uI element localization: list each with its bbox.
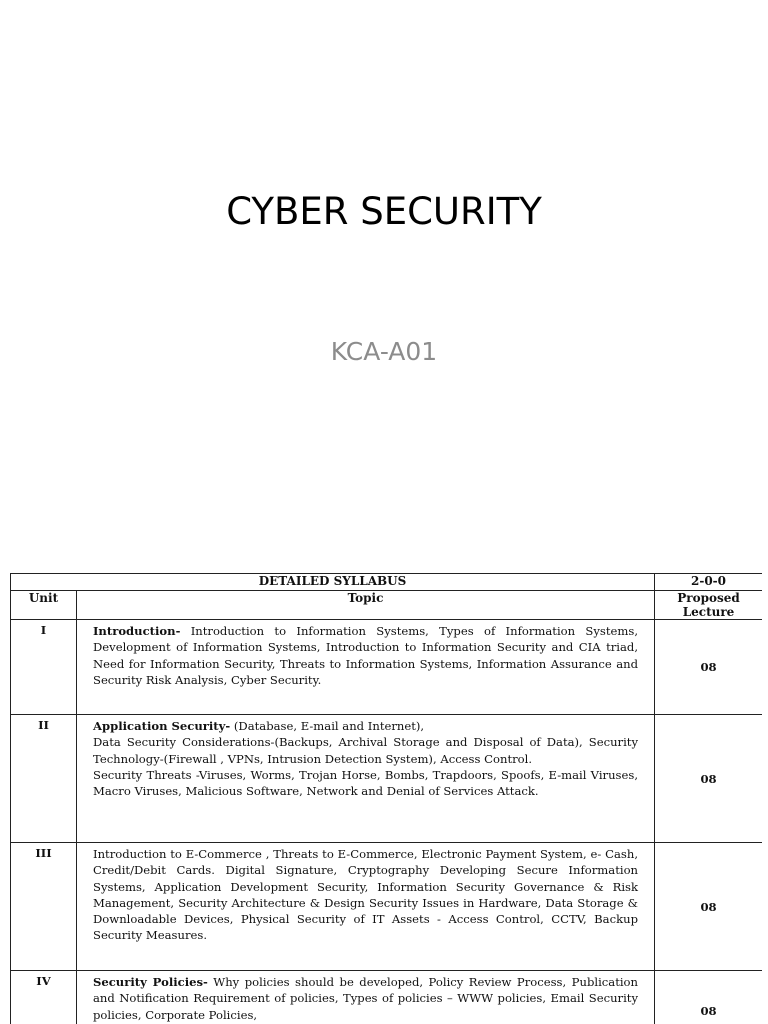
- topic-text: (Database, E-mail and Internet),: [230, 719, 425, 733]
- topic-cell: [77, 620, 655, 715]
- column-header-row: [11, 591, 763, 620]
- slide-subtitle: KCA-A01: [330, 337, 438, 366]
- col-topic: Topic: [77, 591, 655, 620]
- slide-title: CYBER SECURITY: [226, 190, 542, 233]
- topic-title: Introduction-: [93, 624, 181, 638]
- table-row: [11, 843, 763, 971]
- topic-cell: Introduction to E-Commerce , Threats to E-Commerce, Electronic Payment System, e- Cash, Credit/Debit Cards. Digital Signature, Cryptography Developing Secure Information Systems, Application Development Security, Information Security Governance & Risk Management, Security Architecture & Design Security Issues in Hardware, Data Storage & Downloadable Devices, Physical Security of IT Assets - Access Control, CCTV, Backup Security Measures.: [77, 843, 655, 971]
- unit-cell: I: [11, 620, 77, 715]
- col-lecture: Proposed Lecture: [655, 591, 762, 620]
- syllabus-table: [10, 573, 762, 1024]
- syllabus-header-row: [11, 574, 763, 591]
- unit-cell: II: [11, 715, 77, 843]
- syllabus-heading: DETAILED SYLLABUS: [11, 574, 655, 591]
- topic-text: Data Security Considerations-(Backups, Archival Storage and Disposal of Data), Security Technology-(Firewall , VPNs, Intrusion Detection System), Access Control.: [93, 735, 639, 766]
- credits: 2-0-0: [655, 574, 762, 591]
- lecture-cell: 08: [655, 715, 762, 843]
- topic-title: Security Policies-: [93, 975, 208, 989]
- syllabus-image: [10, 573, 762, 1024]
- lecture-cell: 08: [655, 971, 762, 1024]
- col-unit: Unit: [11, 591, 77, 620]
- topic-cell: [77, 715, 655, 843]
- topic-text: Introduction to Information Systems, Types of Information Systems, Development of Information Systems, Introduction to Information Security and CIA triad, Need for Information Security, Threats to Information Systems, Information Assurance and Security Risk Analysis, Cyber Security.: [93, 624, 639, 687]
- table-row: [11, 715, 763, 843]
- topic-title: Application Security-: [93, 719, 231, 733]
- table-row: [11, 971, 763, 1024]
- unit-cell: III: [11, 843, 77, 971]
- lecture-cell: 08: [655, 843, 762, 971]
- unit-cell: IV: [11, 971, 77, 1024]
- table-row: [11, 620, 763, 715]
- topic-text: Security Threats -Viruses, Worms, Trojan Horse, Bombs, Trapdoors, Spoofs, E-mail Viruses, Macro Viruses, Malicious Software, Network and Denial of Services Attack.: [93, 767, 639, 799]
- topic-text: Why policies should be developed, Policy Review Process, Publication and Notification Requirement of policies, Types of policies – WWW policies, Email Security policies, Corporate Policies,: [93, 975, 639, 1022]
- topic-cell: [77, 971, 655, 1024]
- lecture-cell: 08: [655, 620, 762, 715]
